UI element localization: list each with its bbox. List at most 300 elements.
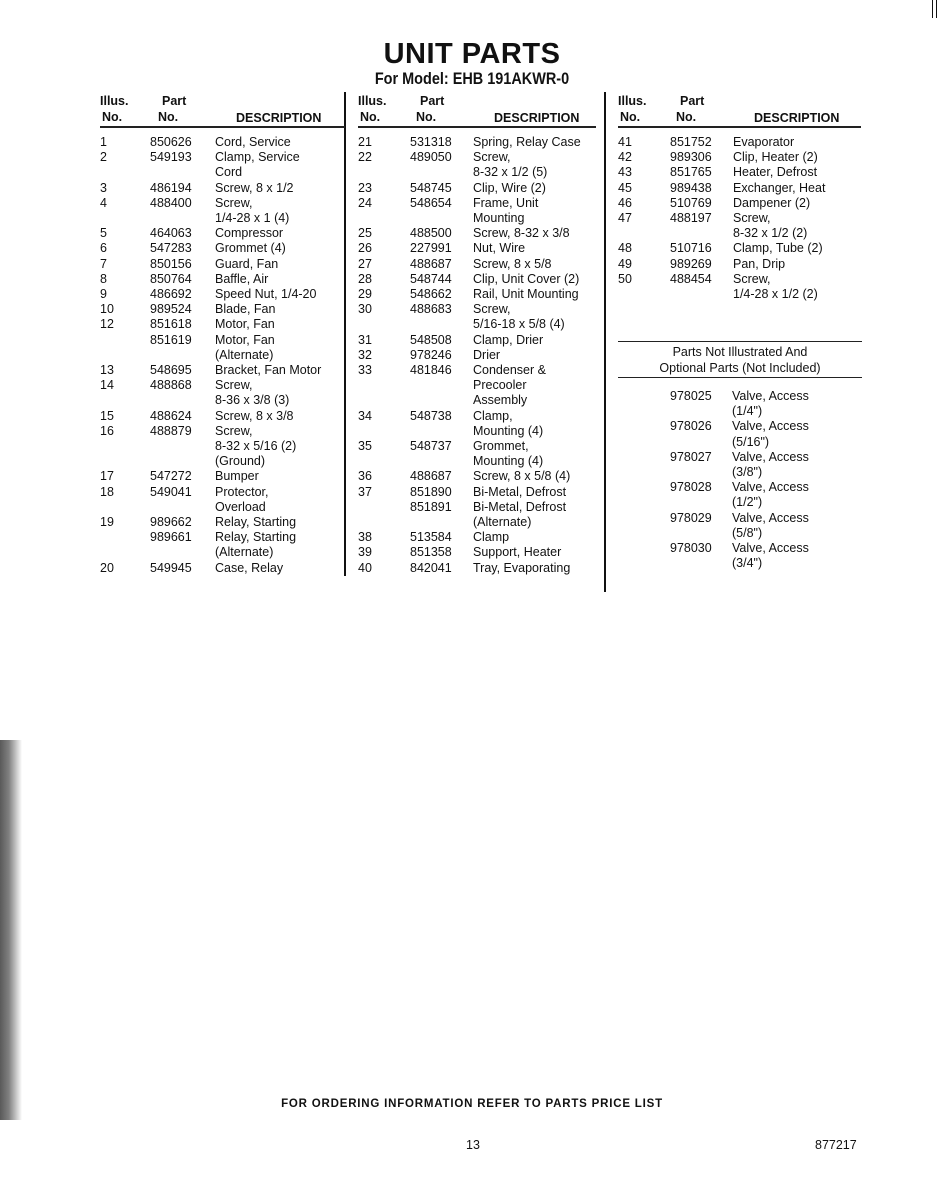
parts-column-3 <box>618 93 863 302</box>
illus-number: 47 <box>618 211 632 226</box>
description <box>215 241 345 256</box>
description-line: (5/16") <box>732 434 770 449</box>
illus-number: 17 <box>100 469 114 484</box>
table-row <box>358 302 605 332</box>
description-line: Valve, Access <box>732 389 809 403</box>
description <box>732 511 863 541</box>
description-line: Bracket, Fan Motor <box>215 363 322 378</box>
illus-header: Illus. <box>100 94 129 108</box>
description-line: Clamp <box>473 530 510 545</box>
description <box>733 150 863 165</box>
description-line: Frame, Unit <box>473 195 539 210</box>
not-illustrated-heading-line: Parts Not Illustrated And <box>672 345 808 359</box>
description-line: Spring, Relay Case <box>473 135 581 149</box>
table-row <box>100 196 345 226</box>
description-line: Screw, <box>473 150 511 165</box>
parts-rows <box>100 135 345 576</box>
description <box>732 450 863 480</box>
scan-mark <box>932 0 937 18</box>
table-row <box>618 419 863 449</box>
description-line: Valve, Access <box>732 480 809 495</box>
description-line: Cord, Service <box>215 135 291 149</box>
description-line: (3/4") <box>732 556 763 571</box>
part-number: 851765 <box>670 165 712 180</box>
description-line: Clip, Wire (2) <box>473 180 546 195</box>
description-line: 8-32 x 5/16 (2) <box>215 439 297 454</box>
illus-number: 23 <box>358 180 372 195</box>
part-number: 488879 <box>150 423 192 438</box>
ordering-note: FOR ORDERING INFORMATION REFER TO PARTS PRICE LIST <box>281 1098 663 1110</box>
description <box>473 150 605 180</box>
illus-number: 9 <box>100 287 107 302</box>
illus-number: 27 <box>358 256 372 271</box>
description-line: (Ground) <box>215 454 266 469</box>
illus-number: 12 <box>100 317 114 332</box>
table-row <box>100 317 345 332</box>
part-number: 488687 <box>410 469 452 484</box>
description-line: Screw, 8 x 5/8 (4) <box>473 469 571 484</box>
part-number: 989524 <box>150 302 192 317</box>
illus-number: 28 <box>358 271 372 286</box>
table-row <box>100 515 345 530</box>
illus-header: Illus. <box>358 94 387 108</box>
part-number: 486692 <box>150 287 192 302</box>
part-number: 549945 <box>150 560 192 575</box>
not-illustrated-heading-line: Optional Parts (Not Included) <box>659 361 821 375</box>
part-number: 548744 <box>410 271 452 286</box>
table-row <box>618 196 863 211</box>
description <box>473 363 605 409</box>
part-number: 547283 <box>150 241 192 256</box>
description <box>733 181 863 196</box>
part-header: Part <box>162 94 187 108</box>
illus-number: 15 <box>100 408 114 423</box>
description <box>215 317 345 332</box>
description-line: 5/16-18 x 5/8 (4) <box>473 317 565 332</box>
part-number: 989269 <box>670 256 712 271</box>
description-line: Valve, Access <box>732 449 809 464</box>
description <box>473 241 605 256</box>
illus-number: 18 <box>100 484 114 499</box>
table-row <box>100 363 345 378</box>
description <box>732 419 863 449</box>
description-line: Screw, <box>215 195 253 210</box>
part-number: 488197 <box>670 211 712 226</box>
part-number: 978246 <box>410 347 452 362</box>
table-row <box>618 135 863 150</box>
table-row <box>358 150 605 180</box>
illus-number: 30 <box>358 302 372 317</box>
parts-column-2 <box>358 93 605 576</box>
illus-number: 1 <box>100 135 107 149</box>
table-row <box>100 409 345 424</box>
part-number: 548745 <box>410 180 452 195</box>
illus-header: Illus. <box>618 94 647 108</box>
table-row <box>358 333 605 348</box>
description <box>215 485 345 515</box>
part-number: 531318 <box>410 135 452 149</box>
part-number: 548508 <box>410 332 452 347</box>
illus-number: 4 <box>100 195 107 210</box>
table-row <box>100 150 345 180</box>
part-number: 850626 <box>150 135 192 149</box>
description-line: Heater, Defrost <box>733 165 818 180</box>
table-row <box>100 226 345 241</box>
illus-number: 7 <box>100 256 107 271</box>
part-number: 488868 <box>150 378 192 393</box>
part-number: 978030 <box>670 541 712 556</box>
description <box>733 196 863 211</box>
description-line: Valve, Access <box>732 419 809 434</box>
part-number: 227991 <box>410 241 452 256</box>
table-row <box>618 272 863 302</box>
table-row <box>358 181 605 196</box>
table-row <box>618 389 863 419</box>
description-line: Condenser & <box>473 363 546 378</box>
part-number: 488624 <box>150 408 192 423</box>
description-line: Mounting <box>473 211 525 226</box>
table-row <box>358 287 605 302</box>
illus-number: 49 <box>618 256 632 271</box>
description <box>733 241 863 256</box>
table-row <box>100 287 345 302</box>
illus-number: 41 <box>618 135 632 149</box>
description-line: Overload <box>215 499 266 514</box>
illus-number: 34 <box>358 408 372 423</box>
part-number: 489050 <box>410 150 452 165</box>
description-line: Evaporator <box>733 135 795 149</box>
table-row <box>358 530 605 545</box>
table-row <box>358 226 605 241</box>
illus-number: 38 <box>358 530 372 545</box>
description-line: Screw, 8 x 1/2 <box>215 180 294 195</box>
illus-number: 42 <box>618 150 632 165</box>
description <box>215 469 345 484</box>
illus-number: 13 <box>100 363 114 378</box>
part-number: 989438 <box>670 180 712 195</box>
description-line: Valve, Access <box>732 510 809 525</box>
description-line: Tray, Evaporating <box>473 560 571 575</box>
header-underline <box>358 126 596 128</box>
description <box>733 211 863 241</box>
part-number: 548654 <box>410 195 452 210</box>
illus-number: 32 <box>358 347 372 362</box>
description-line: Screw, <box>733 271 771 286</box>
part-number: 851358 <box>410 545 452 560</box>
description-line: Screw, <box>215 378 253 393</box>
part-number: 850764 <box>150 271 192 286</box>
description <box>215 287 345 302</box>
description <box>473 272 605 287</box>
description <box>473 257 605 272</box>
document-number: 877217 <box>815 1138 857 1152</box>
table-row <box>618 541 863 571</box>
description-line: Grommet, <box>473 439 529 454</box>
description <box>215 530 345 560</box>
description-line: 8-32 x 1/2 (5) <box>473 165 548 180</box>
part-number: 851618 <box>150 317 192 332</box>
table-row <box>358 135 605 150</box>
illus-number: 16 <box>100 423 114 438</box>
part-number: 851619 <box>150 332 192 347</box>
description <box>215 272 345 287</box>
description <box>473 302 605 332</box>
description-line: Screw, <box>215 423 253 438</box>
part-number: 989661 <box>150 530 192 545</box>
part-number: 513584 <box>410 530 452 545</box>
description-line: Dampener (2) <box>733 195 811 210</box>
model-subtitle: For Model: EHB 191AKWR-0 <box>374 69 570 88</box>
part-number: 851752 <box>670 135 712 149</box>
description <box>473 226 605 241</box>
description-line: Valve, Access <box>732 541 809 556</box>
table-row <box>100 181 345 196</box>
parts-rows <box>618 135 863 302</box>
part-number: 488454 <box>670 271 712 286</box>
description-line: Clamp, <box>473 408 513 423</box>
description <box>473 545 605 560</box>
part-number: 850156 <box>150 256 192 271</box>
description <box>473 485 605 500</box>
page-number: 13 <box>466 1138 480 1152</box>
description <box>732 389 863 419</box>
table-row <box>618 450 863 480</box>
part-number: 510769 <box>670 195 712 210</box>
illus-number: 35 <box>358 439 372 454</box>
part-number: 486194 <box>150 180 192 195</box>
illus-number: 25 <box>358 226 372 241</box>
illus-number: 26 <box>358 241 372 256</box>
table-row <box>358 257 605 272</box>
description-line: (1/2") <box>732 495 763 510</box>
table-row <box>358 545 605 560</box>
table-row <box>100 302 345 317</box>
illus-header: No. <box>102 110 123 124</box>
description-line: (Alternate) <box>215 545 274 560</box>
description <box>733 135 863 150</box>
description <box>215 226 345 241</box>
description-line: Screw, <box>733 211 771 226</box>
table-row <box>618 480 863 510</box>
description-header: DESCRIPTION <box>494 111 580 125</box>
description-line: Grommet (4) <box>215 241 286 256</box>
description-line: Motor, Fan <box>215 317 275 332</box>
table-row <box>100 333 345 363</box>
part-number: 978025 <box>670 389 712 403</box>
part-number: 851891 <box>410 499 452 514</box>
parts-column-1 <box>100 93 345 576</box>
not-illustrated-heading <box>618 341 862 378</box>
description <box>473 469 605 484</box>
table-row <box>100 469 345 484</box>
description-line: Relay, Starting <box>215 515 297 530</box>
illus-number: 29 <box>358 287 372 302</box>
illus-number: 46 <box>618 195 632 210</box>
description <box>473 287 605 302</box>
part-header: No. <box>416 110 437 124</box>
table-row <box>358 196 605 226</box>
description-line: (Alternate) <box>215 347 274 362</box>
description <box>215 196 345 226</box>
part-number: 549041 <box>150 484 192 499</box>
description <box>215 302 345 317</box>
part-number: 989662 <box>150 515 192 530</box>
illus-number: 24 <box>358 195 372 210</box>
description-line: Exchanger, Heat <box>733 180 826 195</box>
description-line: 8-32 x 1/2 (2) <box>733 226 808 241</box>
part-number: 547272 <box>150 469 192 484</box>
description-line: Baffle, Air <box>215 271 269 286</box>
illus-number: 6 <box>100 241 107 256</box>
table-row <box>618 150 863 165</box>
description-line: Relay, Starting <box>215 530 297 545</box>
table-row <box>358 409 605 439</box>
table-row <box>358 485 605 500</box>
table-row <box>100 378 345 408</box>
table-row <box>358 363 605 409</box>
description <box>473 181 605 196</box>
part-number: 978028 <box>670 480 712 495</box>
illus-number: 20 <box>100 560 114 575</box>
part-number: 842041 <box>410 560 452 575</box>
description <box>215 150 345 180</box>
column-header <box>618 93 863 127</box>
illus-number: 48 <box>618 241 632 256</box>
part-number: 978029 <box>670 510 712 525</box>
description-line: Rail, Unit Mounting <box>473 287 579 302</box>
table-row <box>358 348 605 363</box>
part-header: No. <box>676 110 697 124</box>
description-line: Pan, Drip <box>733 256 786 271</box>
table-row <box>100 561 345 576</box>
description-line: 8-36 x 3/8 (3) <box>215 393 290 408</box>
table-row <box>100 485 345 515</box>
illus-number: 5 <box>100 226 107 241</box>
description <box>473 530 605 545</box>
description <box>215 257 345 272</box>
part-header: Part <box>420 94 445 108</box>
table-row <box>358 561 605 576</box>
illus-number: 8 <box>100 271 107 286</box>
description <box>215 333 345 363</box>
table-row <box>618 257 863 272</box>
description <box>733 272 863 302</box>
part-number: 989306 <box>670 150 712 165</box>
description-line: Bumper <box>215 469 259 484</box>
part-header: No. <box>158 110 179 124</box>
description-line: Clamp, Tube (2) <box>733 241 823 256</box>
description-line: Compressor <box>215 226 284 241</box>
description-line: Bi-Metal, Defrost <box>473 484 567 499</box>
description-line: 1/4-28 x 1/2 (2) <box>733 287 818 302</box>
description-line: Motor, Fan <box>215 332 275 347</box>
description <box>473 439 605 469</box>
table-row <box>100 272 345 287</box>
table-row <box>358 241 605 256</box>
part-number: 488500 <box>410 226 452 241</box>
illus-number: 21 <box>358 135 372 149</box>
description-line: Screw, 8-32 x 3/8 <box>473 226 570 241</box>
column-header <box>100 93 345 127</box>
illus-number: 36 <box>358 469 372 484</box>
table-row <box>100 257 345 272</box>
illus-number: 2 <box>100 150 107 165</box>
header-underline <box>100 126 345 128</box>
description-line: Screw, <box>473 302 511 317</box>
table-row <box>358 439 605 469</box>
description <box>215 424 345 470</box>
description-line: Screw, 8 x 3/8 <box>215 408 294 423</box>
description-line: 1/4-28 x 1 (4) <box>215 211 290 226</box>
table-row <box>618 211 863 241</box>
description <box>215 561 345 576</box>
table-row <box>100 241 345 256</box>
description <box>215 135 345 150</box>
part-number: 548695 <box>150 363 192 378</box>
description-line: Cord <box>215 165 243 180</box>
description-header: DESCRIPTION <box>236 111 322 125</box>
description <box>215 409 345 424</box>
table-row <box>618 165 863 180</box>
part-number: 464063 <box>150 226 192 241</box>
description-line: (3/8") <box>732 465 763 480</box>
description-line: (5/8") <box>732 525 763 540</box>
description-line: Case, Relay <box>215 560 284 575</box>
description-line: Drier <box>473 347 501 362</box>
description-line: Protector, <box>215 484 269 499</box>
description <box>473 500 605 530</box>
description <box>732 541 863 571</box>
description <box>733 257 863 272</box>
table-row <box>618 241 863 256</box>
description-line: Assembly <box>473 393 528 408</box>
parts-rows <box>358 135 605 576</box>
part-number: 488687 <box>410 256 452 271</box>
part-number: 481846 <box>410 363 452 378</box>
header-underline <box>618 126 861 128</box>
description-line: Clamp, Service <box>215 150 300 165</box>
scan-edge-shadow <box>0 740 22 1120</box>
table-row <box>100 530 345 560</box>
illus-number: 14 <box>100 378 114 393</box>
illus-number: 22 <box>358 150 372 165</box>
part-number: 978026 <box>670 419 712 434</box>
illus-number: 3 <box>100 180 107 195</box>
part-number: 488683 <box>410 302 452 317</box>
table-row <box>358 500 605 530</box>
part-number: 851890 <box>410 484 452 499</box>
illus-number: 39 <box>358 545 372 560</box>
part-number: 978027 <box>670 449 712 464</box>
not-illustrated-list <box>618 389 863 571</box>
description-line: Nut, Wire <box>473 241 526 256</box>
description-line: Screw, 8 x 5/8 <box>473 256 552 271</box>
description-line: (1/4") <box>732 404 763 419</box>
description-line: Clamp, Drier <box>473 332 544 347</box>
description <box>732 480 863 510</box>
table-row <box>618 181 863 196</box>
description <box>473 135 605 150</box>
illus-number: 50 <box>618 271 632 286</box>
table-row <box>100 424 345 470</box>
part-number: 488400 <box>150 195 192 210</box>
table-row <box>618 511 863 541</box>
description <box>473 409 605 439</box>
illus-number: 45 <box>618 180 632 195</box>
illus-header: No. <box>620 110 641 124</box>
description <box>473 348 605 363</box>
description-line: Blade, Fan <box>215 302 276 317</box>
